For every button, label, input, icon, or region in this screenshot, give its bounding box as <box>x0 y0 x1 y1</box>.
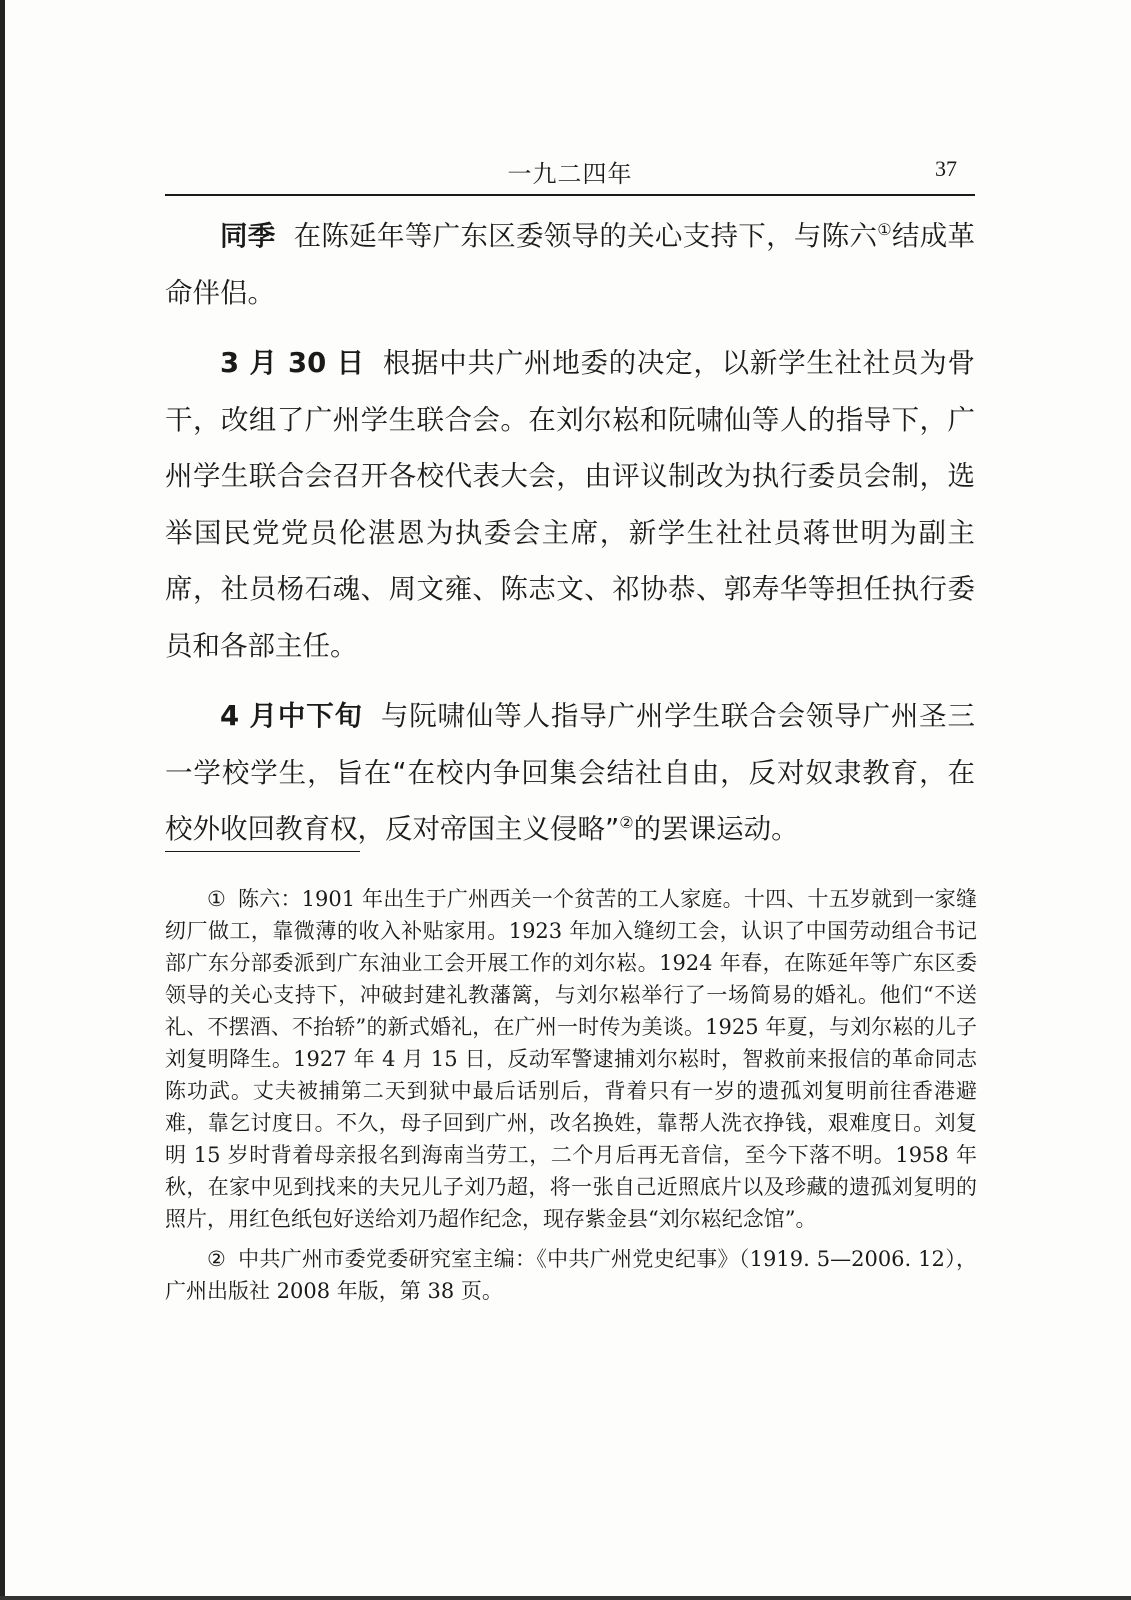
footnote-mark: ② <box>207 1247 227 1271</box>
entry-text: 结成革命伴侣。 <box>165 220 976 309</box>
entry-text: 与阮啸仙等人指导广州学生联合会领导广州圣三一学校学生，旨在“在校内争回集会结社自由，反对奴隶教育，在校外收回教育权，反对帝国主义侵略” <box>165 700 975 845</box>
entry-text: 的罢课运动。 <box>633 813 799 845</box>
footnote-reference[interactable]: ② <box>619 812 634 832</box>
chronicle-entry <box>165 208 975 321</box>
chronicle-entry <box>165 688 975 858</box>
running-title: 一九二四年 <box>507 160 633 188</box>
footnotes <box>165 883 977 1315</box>
entry-date: 4 月中下旬 <box>220 700 363 732</box>
footnote-reference[interactable]: ① <box>877 219 892 239</box>
entry-date: 同季 <box>220 220 276 252</box>
footnote-separator <box>165 851 360 852</box>
entry-text: 根据中共广州地委的决定，以新学生社社员为骨干，改组了广州学生联合会。在刘尔崧和阮啸仙等人的指导下，广州学生联合会召开各校代表大会，由评议制改为执行委员会制，选举国民党党员伦湛恩为执委会主席，新学生社社员蒋世明为副主席，社员杨石魂、周文雍、陈志文、祁协恭、郭寿华等担任执行委员和各部主任。 <box>165 347 975 662</box>
entry-date: 3 月 30 日 <box>220 347 365 379</box>
footnote-mark: ① <box>207 887 227 911</box>
scan-bottom-edge <box>0 1596 1131 1600</box>
main-text <box>165 208 975 872</box>
footnote-text: 陈六：1901 年出生于广州西关一个贫苦的工人家庭。十四、十五岁就到一家缝纫厂做工，靠微薄的收入补贴家用。1923 年加入缝纫工会，认识了中国劳动组合书记部广东分部委派到广东油业工会开展工作的刘尔崧。1924 年春，在陈延年等广东区委领导的关心支持下，冲破封建礼教藩篱，与刘尔崧举行了一场简易的婚礼。他们“不送礼、不摆酒、不抬轿”的新式婚礼，在广州一时传为美谈。1925 年夏，与刘尔崧的儿子刘复明降生。1927 年 4 月 15 日，反动军警逮捕刘尔崧时，智救前来报信的革命同志陈功武。丈夫被捕第二天到狱中最后话别后，背着只有一岁的遗孤刘复明前往香港避难，靠乞讨度日。不久，母子回到广州，改名换姓，靠帮人洗衣挣钱，艰难度日。刘复明 15 岁时背着母亲报名到海南当劳工，二个月后再无音信，至今下落不明。1958 年秋，在家中见到找来的夫兄儿子刘乃超，将一张自己近照底片以及珍藏的遗孤刘复明的照片，用红色纸包好送给刘乃超作纪念，现存紫金县“刘尔崧纪念馆”。 <box>165 887 977 1231</box>
scan-left-edge <box>0 0 5 1600</box>
running-header <box>165 150 975 196</box>
footnote <box>165 883 977 1235</box>
chronicle-entry <box>165 335 975 674</box>
footnote <box>165 1243 977 1307</box>
entry-text: 在陈延年等广东区委领导的关心支持下，与陈六 <box>293 220 878 252</box>
page-number: 37 <box>935 156 957 181</box>
footnote-text: 中共广州市委党委研究室主编：《中共广州党史纪事》（1919. 5—2006. 12），广州出版社 2008 年版，第 38 页。 <box>165 1247 978 1303</box>
